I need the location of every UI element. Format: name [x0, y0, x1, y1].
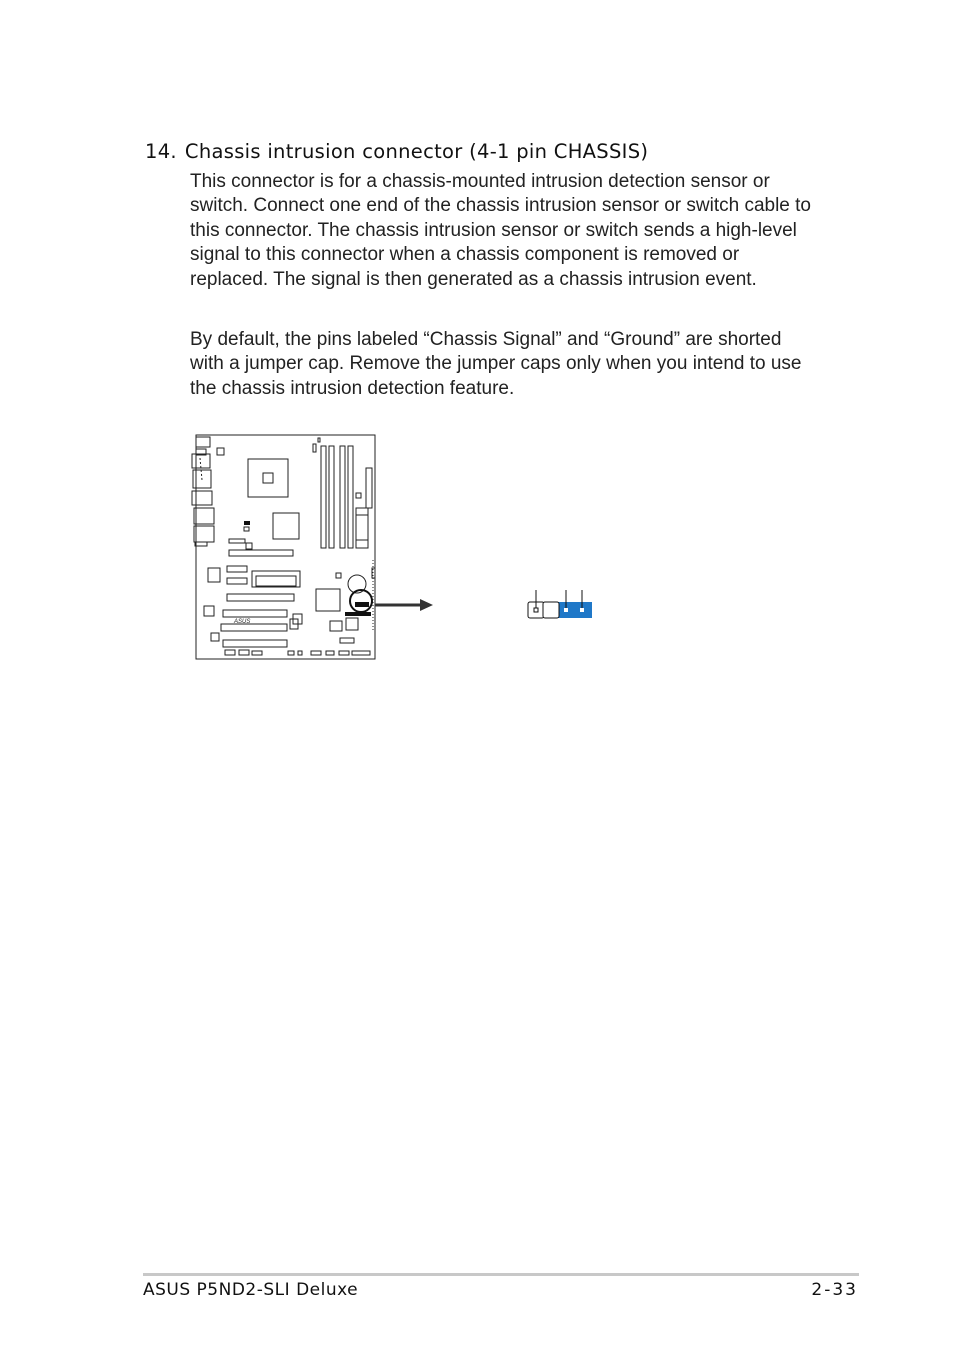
section-title: Chassis intrusion connector (4-1 pin CHASSIS) [184, 140, 649, 163]
southbridge [316, 589, 340, 611]
footer-product-name: ASUS P5ND2-SLI Deluxe [143, 1280, 359, 1300]
jumper-cap [558, 602, 592, 618]
paragraph-default-setting: By default, the pins labeled “Chassis Signal” and “Ground” are shorted with a jumper cap. Remove the jumper caps only when you intend to use the chassis intrusion detection feature. [190, 329, 802, 399]
motherboard-layout-diagram [190, 430, 440, 665]
chassis-connector-highlight [350, 590, 372, 612]
chassis-connector-location [355, 602, 369, 607]
northbridge [273, 513, 299, 539]
pin-removed [543, 602, 559, 618]
chassis-connector-pinout [525, 590, 600, 622]
section-heading [145, 140, 648, 163]
paragraph-description: This connector is for a chassis-mounted intrusion detection sensor or switch. Connect one end of the chassis intrusion sensor or switch cable to this connector. The chassis intrusion sensor or switch sends a high-level signal to this connector when a chassis component is removed or replaced. The signal is then generated as a chassis intrusion event. [190, 171, 811, 290]
footer-rule [143, 1273, 859, 1276]
pointer-arrow-head [420, 599, 433, 611]
cpu-socket [248, 459, 288, 497]
footer-page-number: 2-33 [811, 1280, 858, 1300]
section-number: 14. [145, 140, 177, 163]
board-logo: ASUS [234, 619, 251, 625]
